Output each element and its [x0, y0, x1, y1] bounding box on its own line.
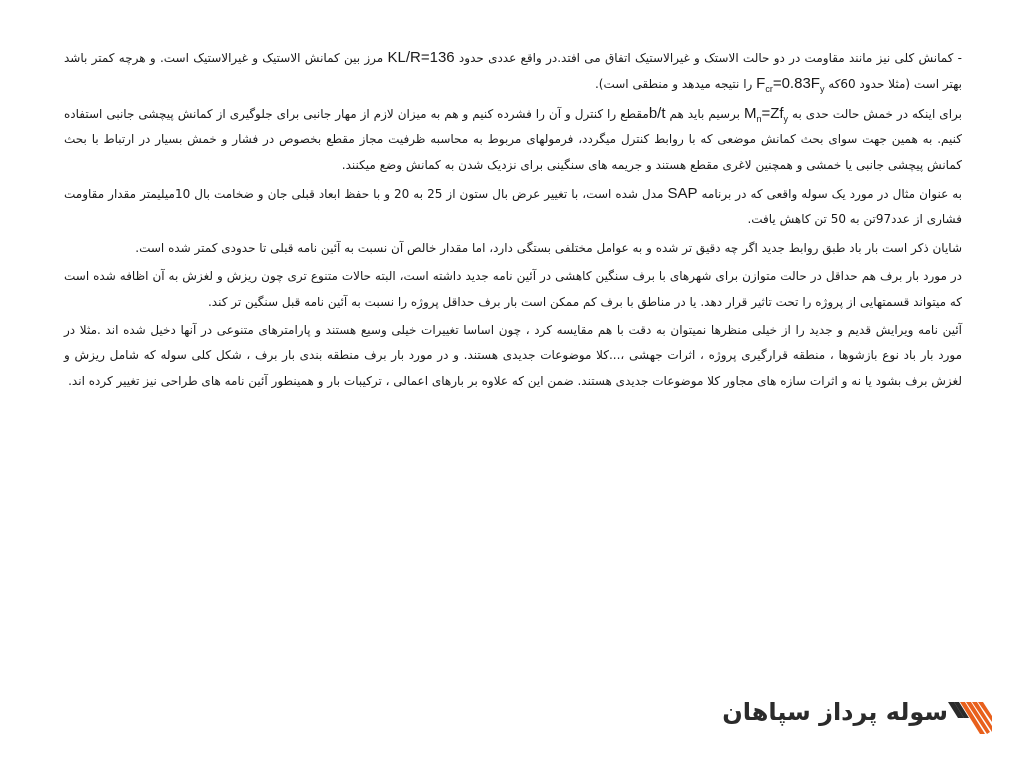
company-logo [722, 694, 1006, 742]
paragraph-code-comparison: آئین نامه ویرایش قدیم و جدید را از خیلی منظرها نمیتوان به دقت با هم مقایسه کرد ، چون اساسا تغییرات خیلی وسیع هستند و پارامترهای متنوعی در آنها دخیل شده اند .مثلا در مورد بار باد نوع بازشوها ، منطقه قرارگیری پروژه ، اثرات جهشی ،...کلا موضوعات جدیدی هستند. و در مورد بار برف منطقه بندی بار برف ، شکل کلی سوله که شامل ریزش و لغزش برف بشود یا نه و اثرات سازه های مجاور کلا موضوعات جدیدی هستند. ضمن این که علاوه بر بارهای اعمالی ، ترکیبات بار و همینطور آئین نامه های طراحی نیز تغییر کرده اند. [64, 323, 962, 388]
slenderness-formula: KL/R=136 [387, 49, 455, 66]
document-body [64, 45, 962, 397]
mn-formula: $M_n=Zf_y$ [743, 104, 789, 124]
paragraph-global-buckling: - کمانش کلی نیز مانند مقاومت در دو حالت الاستک و غیرالاستیک اتفاق می افتد.در واقع عددی حدود KL/R=136 مرز بین کمانش الاستیک و غیرالاستیک است. و هرچه کمتر باشد بهتر است (مثلا حدود 60که $F_{cr}=0.83F_y$ را نتیجه میدهد و منطقی است). [64, 49, 962, 95]
paragraph-snow-load: در مورد بار برف هم حداقل در حالت متوازن برای شهرهای با برف سنگین کاهشی در آئین نامه جدید داشته است، البته حالات متنوع تری چون ریزش و لغزش به آن اظافه شده است که میتواند قسمتهایی از پروژه را تحت تاثیر قرار دهد. یا در مناطق با برف کم ممکن است بار برف حداقل پروژه را نسبت به آئین نامه قبل سنگین تر کند. [64, 269, 962, 309]
bt-ratio: b/t [648, 104, 666, 122]
sap-label: SAP [667, 185, 698, 203]
logo-wordmark: سوله پرداز سپاهان [722, 698, 948, 726]
paragraph-flexure-limit-state: برای اینکه در خمش حالت حدی به $M_n=Zf_y$ برسیم باید هم b/tمقطع را کنترل و آن را فشرده کنیم و هم به میزان لازم از مهار جانبی برای جلوگیری از کمانش پیچشی جانبی استفاده کنیم. به همین جهت سوای بحث کمانش موضعی که با روابط کنترل میگردد، فرمولهای مربوط به محاسبه ظرفیت مجاز مقطع بخصوص در فشار و خمش بسیار در ارتباط با بحث کمانش پیچشی جانبی یا خمشی و همچنین لاغری مقطع هستند و جریمه های سنگینی برای نزدیک شدن به کمانش وضع میکنند. [64, 104, 962, 172]
logo-stripes-icon [948, 698, 992, 738]
paragraph-sap-example: به عنوان مثال در مورد یک سوله واقعی که در برنامه SAP مدل شده است، با تغییر عرض بال ستون از 25 به 20 و با حفظ ابعاد قبلی جان و ضخامت بال 10میلیمتر مقدار مقاومت فشاری از عدد97تن به 50 تن کاهش یافت. [64, 185, 963, 227]
paragraph-wind-load: شایان ذکر است بار باد طبق روابط جدید اگر چه دقیق تر شده و به عوامل مختلفی بستگی دارد، اما مقدار خالص آن نسبت به آئین نامه قبلی تا حدودی کمتر شده است. [135, 240, 962, 255]
fcr-formula: $F_{cr}=0.83F_y$ [756, 75, 825, 95]
